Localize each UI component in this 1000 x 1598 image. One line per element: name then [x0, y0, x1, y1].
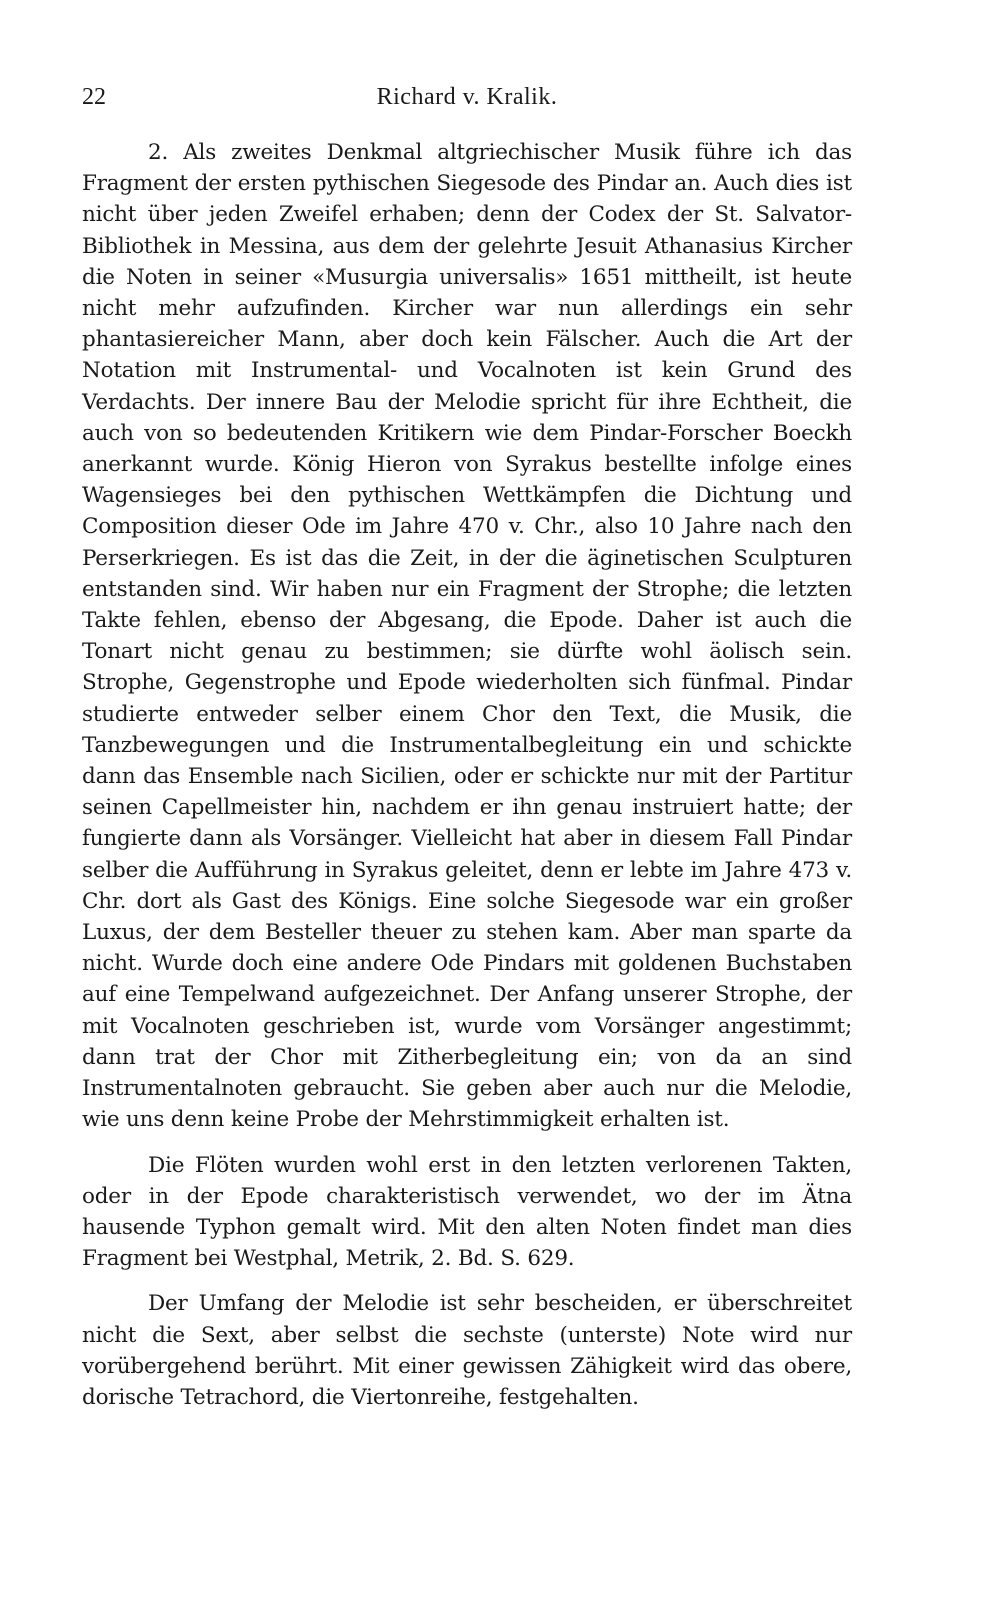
- paragraph: 2. Als zweites Denkmal altgriechischer Musik führe ich das Fragment der ersten pythischen Siegesode des Pindar an. Auch dies ist nicht über jeden Zweifel erhaben; denn der Codex der St. Salvator-Bibliothek in Messina, aus dem der gelehrte Jesuit Athanasius Kircher die Noten in seiner «Musurgia universalis» 1651 mittheilt, ist heute nicht mehr aufzufinden. Kircher war nun allerdings ein sehr phantasiereicher Mann, aber doch kein Fälscher. Auch die Art der Notation mit Instrumental- und Vocalnoten ist kein Grund des Verdachts. Der innere Bau der Melodie spricht für ihre Echtheit, die auch von so bedeutenden Kritikern wie dem Pindar-Forscher Boeckh anerkannt wurde. König Hieron von Syrakus bestellte infolge eines Wagensieges bei den pythischen Wettkämpfen die Dichtung und Composition dieser Ode im Jahre 470 v. Chr., also 10 Jahre nach den Perserkriegen. Es ist das die Zeit, in der die äginetischen Sculpturen entstanden sind. Wir haben nur ein Fragment der Strophe; die letzten Takte fehlen, ebenso der Abgesang, die Epode. Daher ist auch die Tonart nicht genau zu bestimmen; sie dürfte wohl äolisch sein. Strophe, Gegenstrophe und Epode wiederholten sich fünfmal. Pindar studierte entweder selber einem Chor den Text, die Musik, die Tanzbewegungen und die Instrumentalbegleitung ein und schickte dann das Ensemble nach Sicilien, oder er schickte nur mit der Partitur seinen Capellmeister hin, nachdem er ihn genau instruiert hatte; der fungierte dann als Vorsänger. Vielleicht hat aber in diesem Fall Pindar selber die Aufführung in Syrakus geleitet, denn er lebte im Jahre 473 v. Chr. dort als Gast des Königs. Eine solche Siegesode war ein großer Luxus, der dem Besteller theuer zu stehen kam. Aber man sparte da nicht. Wurde doch eine andere Ode Pindars mit goldenen Buchstaben auf eine Tempelwand aufgezeichnet. Der Anfang unserer Strophe, der mit Vocalnoten geschrieben ist, wurde vom Vorsänger angestimmt; dann trat der Chor mit Zitherbegleitung ein; von da an sind Instrumentalnoten gebraucht. Sie geben aber auch nur die Melodie, wie uns denn keine Probe der Mehrstimmigkeit erhalten ist.: [82, 140, 852, 1133]
- paragraph: Die Flöten wurden wohl erst in den letzten verlorenen Takten, oder in der Epode charakteristisch verwendet, wo der im Ätna hausende Typhon gemalt wird. Mit den alten Noten findet man dies Fragment bei Westphal, Metrik, 2. Bd. S. 629.: [82, 1152, 852, 1272]
- running-head: Richard v. Kralik.: [376, 84, 558, 110]
- page-header: [82, 84, 852, 124]
- page-number: 22: [82, 84, 106, 110]
- paragraph: Der Umfang der Melodie ist sehr bescheiden, er überschreitet nicht die Sext, aber selbst die sechste (unterste) Note wird nur vorübergehend berührt. Mit einer gewissen Zähigkeit wird das obere, dorische Tetrachord, die Viertonreihe, festgehalten.: [82, 1291, 852, 1410]
- body-text: [82, 137, 852, 1413]
